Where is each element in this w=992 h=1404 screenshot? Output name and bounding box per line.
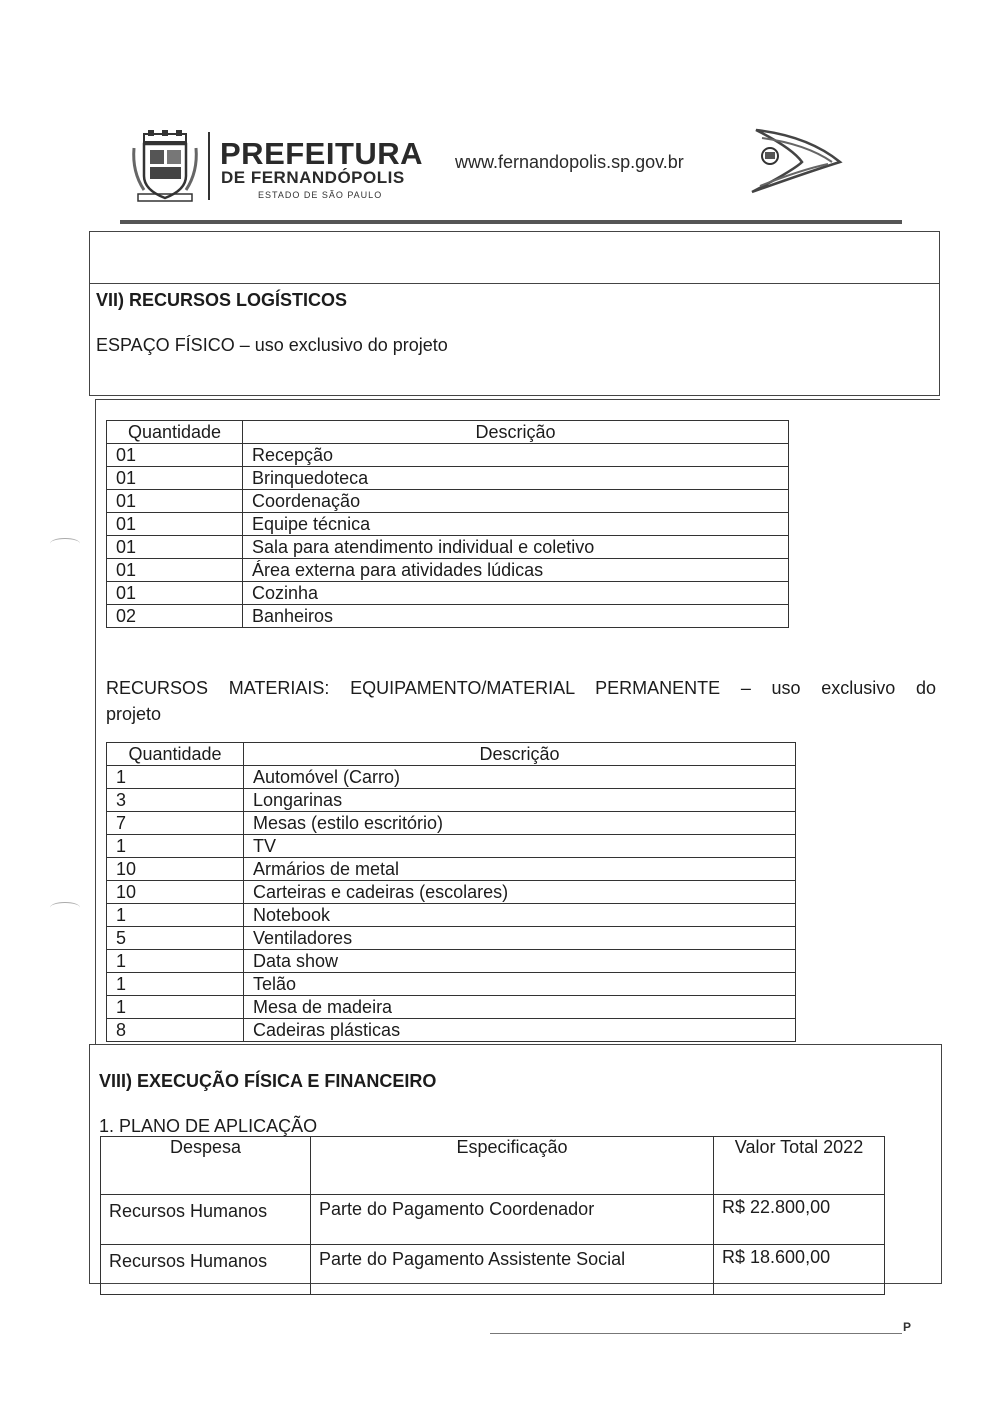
qty-cell: 1 [107, 950, 244, 973]
table-row [107, 1019, 796, 1042]
desc-cell: Telão [244, 973, 796, 996]
desc-cell: Brinquedoteca [243, 467, 789, 490]
qty-cell: 5 [107, 927, 244, 950]
desc-cell: Automóvel (Carro) [244, 766, 796, 789]
table-row [107, 996, 796, 1019]
desc-cell: Banheiros [243, 605, 789, 628]
table-row [107, 766, 796, 789]
desc-cell: Data show [244, 950, 796, 973]
valor-cell: R$ 22.800,00 [714, 1195, 885, 1245]
qty-cell: 7 [107, 812, 244, 835]
empty-frame-row [89, 231, 940, 284]
desc-cell: Carteiras e cadeiras (escolares) [244, 881, 796, 904]
qty-cell: 02 [107, 605, 243, 628]
qty-cell: 01 [107, 513, 243, 536]
qty-cell: 10 [107, 881, 244, 904]
header-descricao: Descrição [243, 421, 789, 444]
table-row [107, 582, 789, 605]
especificacao-cell: Parte do Pagamento Coordenador [311, 1195, 714, 1245]
table-row [107, 904, 796, 927]
header-rule [120, 220, 902, 224]
qty-cell: 01 [107, 444, 243, 467]
desc-cell: Armários de metal [244, 858, 796, 881]
table-header-row [107, 421, 789, 444]
table-header-row [101, 1137, 885, 1195]
qty-cell: 1 [107, 766, 244, 789]
table-row [107, 513, 789, 536]
table-row [107, 490, 789, 513]
margin-mark [50, 902, 80, 913]
table-row [107, 881, 796, 904]
espaco-fisico-label: ESPAÇO FÍSICO – uso exclusivo do projeto [96, 335, 448, 355]
table-row [107, 467, 789, 490]
header-state: ESTADO DE SÃO PAULO [258, 190, 383, 200]
header-valor-total: Valor Total 2022 [714, 1137, 885, 1195]
qty-cell: 01 [107, 559, 243, 582]
header-quantidade: Quantidade [107, 421, 243, 444]
table-row [107, 605, 789, 628]
qty-cell: 01 [107, 490, 243, 513]
plano-aplicacao-label: 1. PLANO DE APLICAÇÃO [99, 1116, 318, 1136]
qty-cell: 3 [107, 789, 244, 812]
especificacao-cell: Parte do Pagamento Assistente Social [311, 1245, 714, 1295]
table-header-row [107, 743, 796, 766]
qty-cell: 01 [107, 536, 243, 559]
desc-cell: Coordenação [243, 490, 789, 513]
table-row [107, 789, 796, 812]
qty-cell: 01 [107, 582, 243, 605]
header-title: PREFEITURA [220, 136, 424, 171]
header-especificacao: Especificação [311, 1137, 714, 1195]
despesa-cell: Recursos Humanos [101, 1245, 311, 1295]
section-viii-heading: VIII) EXECUÇÃO FÍSICA E FINANCEIRO [99, 1071, 437, 1091]
desc-cell: Sala para atendimento individual e coletivo [243, 536, 789, 559]
table-row [107, 812, 796, 835]
qty-cell: 1 [107, 973, 244, 996]
section-vii-heading: VII) RECURSOS LOGÍSTICOS [96, 290, 348, 310]
header-separator [208, 132, 210, 200]
website-link[interactable]: www.fernandopolis.sp.gov.br [455, 152, 684, 172]
table-row [101, 1245, 885, 1295]
table-row [107, 950, 796, 973]
desc-cell: Equipe técnica [243, 513, 789, 536]
table-row [107, 927, 796, 950]
desc-cell: Mesa de madeira [244, 996, 796, 1019]
qty-cell: 1 [107, 904, 244, 927]
header-despesa: Despesa [101, 1137, 311, 1195]
header-quantidade: Quantidade [107, 743, 244, 766]
valor-cell: R$ 18.600,00 [714, 1245, 885, 1295]
table-row [107, 536, 789, 559]
desc-cell: TV [244, 835, 796, 858]
desc-cell: Cadeiras plásticas [244, 1019, 796, 1042]
header-descricao: Descrição [244, 743, 796, 766]
table-row [107, 973, 796, 996]
desc-cell: Longarinas [244, 789, 796, 812]
qty-cell: 8 [107, 1019, 244, 1042]
table-row [107, 444, 789, 467]
recursos-materiais-label: RECURSOS MATERIAIS: EQUIPAMENTO/MATERIAL PERMANENTE – uso exclusivo do [106, 678, 936, 698]
qty-cell: 1 [107, 835, 244, 858]
despesa-cell: Recursos Humanos [101, 1195, 311, 1245]
arrow-emblem-icon [748, 126, 844, 196]
materiais-table [106, 742, 796, 1042]
desc-cell: Mesas (estilo escritório) [244, 812, 796, 835]
recursos-materiais-label-cont: projeto [106, 704, 162, 724]
desc-cell: Área externa para atividades lúdicas [243, 559, 789, 582]
espaco-fisico-table [106, 420, 789, 628]
table-row [107, 858, 796, 881]
municipal-crest-icon [130, 128, 200, 206]
desc-cell: Notebook [244, 904, 796, 927]
margin-mark [50, 538, 80, 549]
desc-cell: Recepção [243, 444, 789, 467]
desc-cell: Cozinha [243, 582, 789, 605]
table-row [101, 1195, 885, 1245]
plano-aplicacao-table [100, 1136, 885, 1295]
qty-cell: 1 [107, 996, 244, 1019]
footer-rule [490, 1333, 902, 1334]
desc-cell: Ventiladores [244, 927, 796, 950]
qty-cell: 01 [107, 467, 243, 490]
table-row [107, 559, 789, 582]
table-row [107, 835, 796, 858]
qty-cell: 10 [107, 858, 244, 881]
header-subtitle: DE FERNANDÓPOLIS [221, 168, 405, 187]
page-initial: P [903, 1320, 912, 1334]
